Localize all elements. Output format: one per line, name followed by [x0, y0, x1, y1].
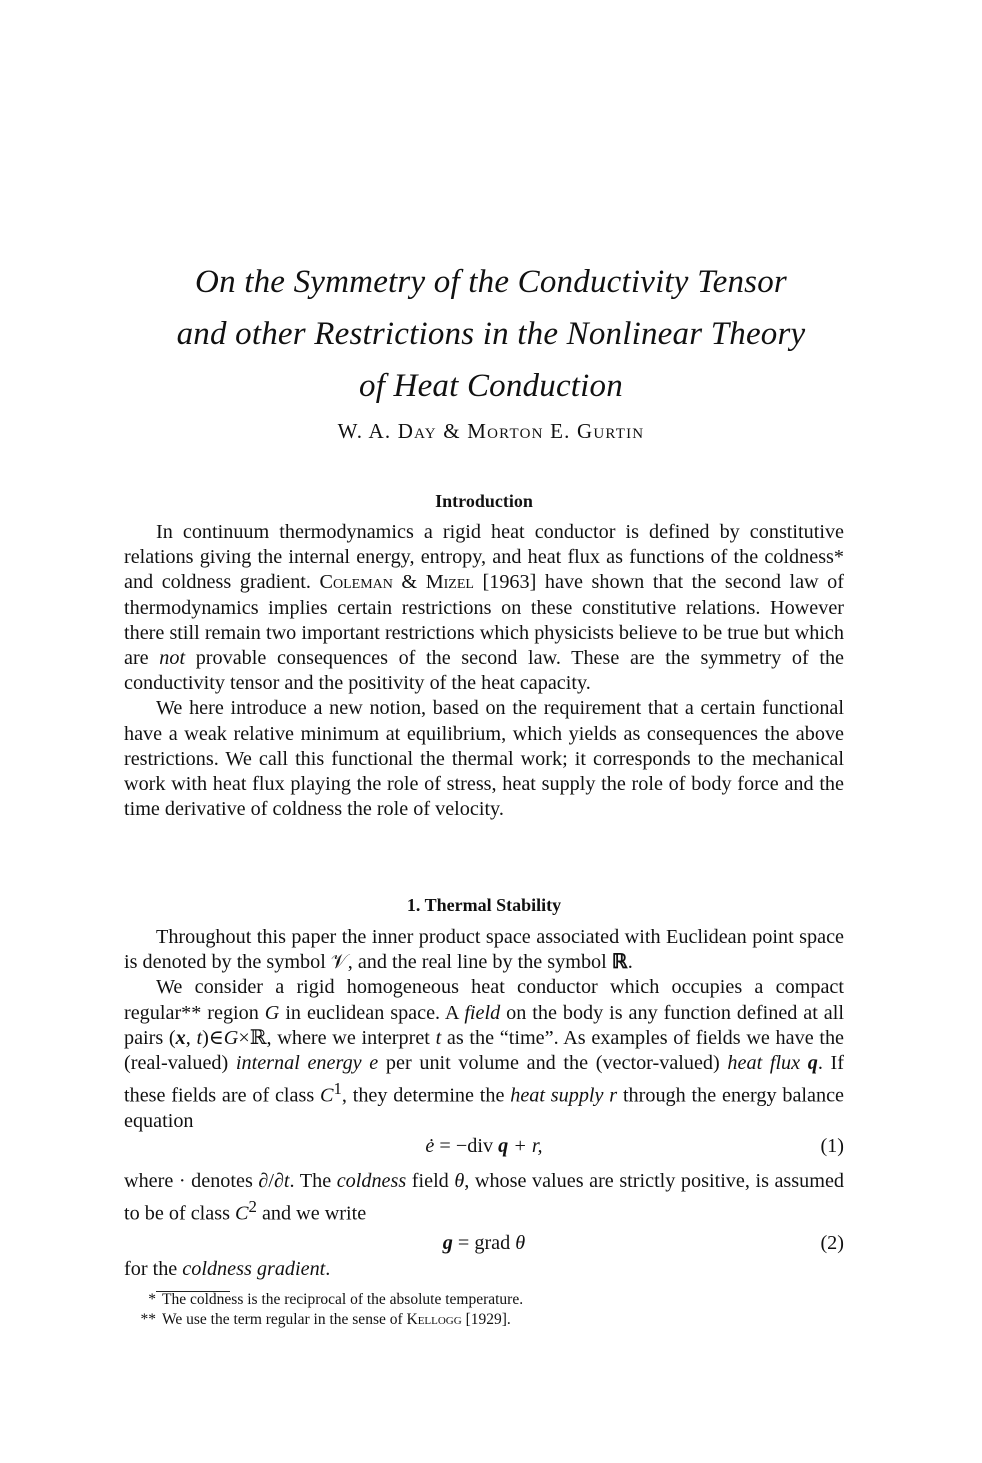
s1-p2-text-h: per unit volume and the (vector-valued)	[378, 1052, 728, 1075]
symbol-region-g: G	[223, 1026, 239, 1049]
author-line	[100, 419, 882, 444]
s1-p1-text-b: , and the real line by the symbol	[347, 951, 612, 974]
symbol-q: q	[807, 1052, 818, 1075]
section-1-body	[124, 925, 844, 1134]
section-1-paragraph-2	[124, 975, 844, 1134]
section-1-paragraph-4	[124, 1257, 844, 1282]
section-1-body-cont	[124, 1169, 844, 1227]
s1-p3-text-e: and we write	[256, 1202, 367, 1225]
superscript-1: 1	[333, 1079, 342, 1099]
intro-p1-text-c: provable consequences of the second law. These are the symmetry of the conductivity tensor and the positivity of the heat capacity.	[124, 647, 844, 695]
footnote-1	[124, 1290, 844, 1310]
symbol-class-c: C	[235, 1202, 249, 1225]
s1-p2-text-c: on the body is any function defined at all pairs (	[124, 1001, 844, 1049]
s1-p2-text-f: ×ℝ, where we interpret	[238, 1026, 436, 1049]
s1-p2-text-g: as the “time”. As examples of fields we have the (real-valued)	[124, 1026, 845, 1075]
author-1-initials: W. A.	[337, 419, 398, 443]
s1-p3-text-b: . The	[289, 1170, 337, 1192]
s1-p4-text-a: for the	[124, 1258, 183, 1280]
equation-2-number: (2)	[820, 1232, 844, 1254]
citation-coleman-mizel: Coleman & Mizel	[319, 571, 474, 594]
s1-p3-text-c: field	[406, 1170, 455, 1192]
paper-title	[100, 256, 882, 412]
footnote-1-mark: *	[148, 1291, 156, 1308]
intro-paragraph-1	[124, 520, 844, 696]
s1-p2-text-d: ,	[185, 1026, 197, 1049]
symbol-theta: θ	[454, 1170, 465, 1192]
intro-paragraph-2: We here introduce a new notion, based on the requirement that a certain functional have a weak relative minimum at equilibrium, which yields as consequences the above restrictions. We call this functional the thermal work; it corresponds to the mechanical work with heat flux playing the role of stress, heat supply the role of body force and the time derivative of coldness the role of velocity.	[124, 697, 844, 821]
symbol-t: t	[435, 1026, 442, 1049]
s1-p2-text-b: in euclidean space. A	[279, 1001, 465, 1024]
eq1-div: = −div	[434, 1135, 499, 1157]
equation-1-number: (1)	[820, 1135, 844, 1157]
introduction-heading: Introduction	[435, 491, 533, 511]
equation-1	[124, 1135, 844, 1161]
eq2-g: g	[442, 1232, 453, 1254]
section-1-heading: 1. Thermal Stability	[406, 895, 562, 915]
title-line-2: and other Restrictions in the Nonlinear Theory	[176, 316, 806, 352]
equation-2-expression	[124, 1232, 844, 1255]
symbol-t: t	[196, 1026, 203, 1049]
introduction-body	[124, 520, 844, 822]
author-separator: &	[436, 419, 468, 443]
section-1-body-end	[124, 1257, 844, 1282]
author-2-given-name: Morton	[467, 419, 544, 443]
term-heat-supply: heat supply r	[510, 1084, 618, 1107]
footnote-2-text-b: [1929].	[461, 1311, 511, 1328]
symbol-real-line: ℝ	[611, 951, 628, 974]
footnote-2-text-a: We use the term regular in the sense of	[162, 1311, 407, 1328]
term-coldness-gradient: coldness gradient	[182, 1258, 326, 1280]
equation-1-expression	[124, 1135, 844, 1158]
footnotes	[124, 1290, 844, 1330]
s1-p3-text-d: , whose values are strictly positive, is assumed to be of class	[124, 1170, 844, 1225]
s1-p4-text-b: .	[325, 1258, 331, 1280]
eq1-lhs: ė	[425, 1135, 435, 1157]
footnote-1-text: The coldness is the reciprocal of the absolute temperature.	[162, 1291, 524, 1308]
intro-p1-text-b: [1963] have shown that the second law of thermodynamics implies certain restrictions on these constitutive relations. However there still remain two important restrictions which physicists believe to be true but which are	[124, 571, 845, 670]
eq1-q: q	[498, 1135, 509, 1157]
s1-p1-text-a: Throughout this paper the inner product space associated with Euclidean point space is denoted by the symbol	[124, 926, 844, 974]
eq1-rhs: + r,	[508, 1135, 543, 1157]
s1-p1-text-c: .	[627, 951, 633, 974]
section-1-paragraph-3	[124, 1169, 844, 1227]
equation-2	[124, 1232, 844, 1258]
footnote-2	[124, 1310, 844, 1330]
term-heat-flux: heat flux	[727, 1052, 808, 1075]
eq2-theta: θ	[515, 1232, 526, 1254]
author-2-surname: Gurtin	[577, 419, 645, 443]
symbol-t: t	[283, 1170, 290, 1192]
author-2-initial: E.	[543, 419, 578, 443]
title-line-3: of Heat Conduction	[359, 368, 623, 404]
s1-p2-text-i: . If these fields are of class	[124, 1052, 845, 1107]
section-1-paragraph-1	[124, 925, 844, 975]
s1-p2-text-j: , they determine the	[341, 1084, 511, 1107]
citation-kellogg: Kellogg	[406, 1311, 462, 1328]
s1-p2-text-a: We consider a rigid homogeneous heat conductor which occupies a compact regular** region	[124, 976, 844, 1024]
superscript-2: 2	[248, 1197, 257, 1217]
symbol-class-c: C	[320, 1084, 334, 1107]
intro-p1-text-a: In continuum thermodynamics a rigid heat conductor is defined by constitutive relations giving the internal energy, entropy, and heat flux as functions of the coldness* and coldness gradient.	[124, 521, 844, 594]
symbol-inner-product-space: 𝒱	[330, 951, 348, 974]
symbol-x: x	[175, 1026, 186, 1049]
term-coldness: coldness	[336, 1170, 407, 1192]
s1-p2-text-e: )∈	[202, 1026, 224, 1049]
eq2-grad: = grad	[452, 1232, 516, 1254]
title-line-1: On the Symmetry of the Conductivity Tensor	[195, 264, 787, 300]
s1-p2-text-k: through the energy balance equation	[124, 1084, 844, 1133]
symbol-region-g: G	[264, 1001, 280, 1024]
term-internal-energy: internal energy e	[235, 1052, 379, 1075]
emphasis-not: not	[159, 647, 186, 670]
author-1-surname: Day	[397, 419, 437, 443]
footnote-2-mark: **	[140, 1311, 156, 1328]
term-field: field	[464, 1001, 501, 1024]
s1-p3-text-a: where · denotes ∂/∂	[124, 1170, 284, 1192]
